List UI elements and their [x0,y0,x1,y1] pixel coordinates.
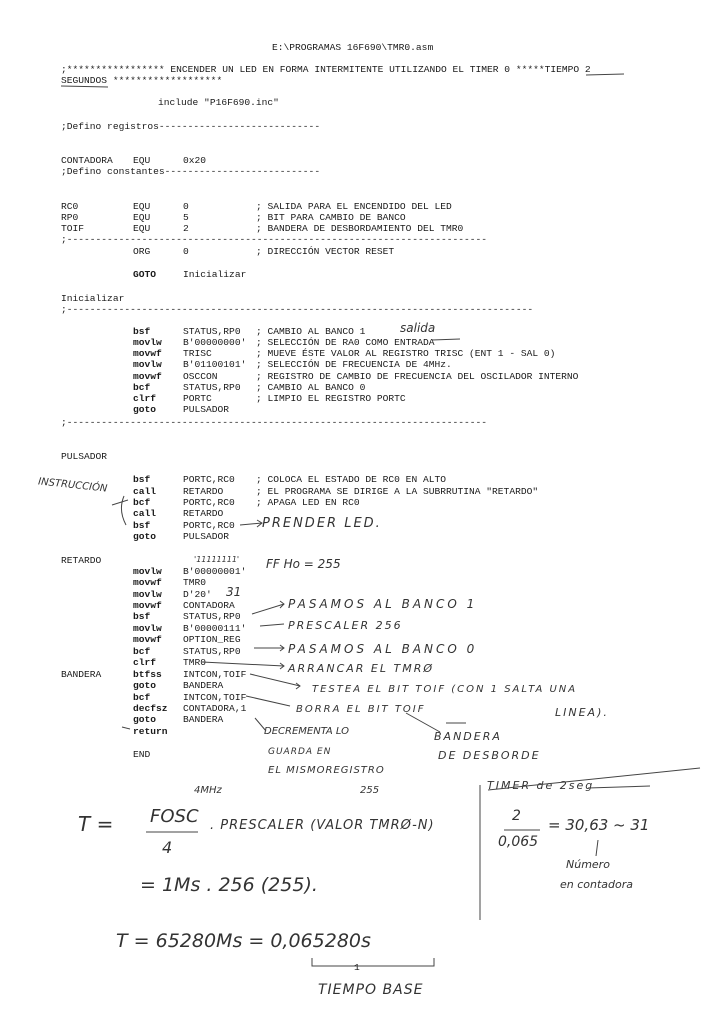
equ-label: RC0 [61,201,79,212]
hand-arrancar-tmr0: ARRANCAR EL TMRØ [288,662,434,675]
instr-arg: CONTADORA [183,600,235,611]
instr-op: decfsz [133,703,168,714]
instr-op: goto [133,714,157,725]
instr-arg: RETARDO [183,508,224,519]
org-arg: 0 [183,246,189,257]
hand-bandera: BANDERA [434,730,502,743]
instr-comment: ; REGISTRO DE CAMBIO DE FRECUENCIA DEL OSCILADOR INTERNO [256,371,579,382]
instr-op: bcf [133,382,151,393]
instr-arg: B'00000111' [183,623,247,634]
instr-comment: ; LIMPIO EL REGISTRO PORTC [256,393,406,404]
instr-op: return [133,726,168,737]
hand-de-desborde: DE DESBORDE [438,749,541,762]
instr-arg: TMR0 [183,657,207,668]
hand-tiempo-base: TIEMPO BASE [318,982,424,998]
instr-arg: D'20' [183,589,212,600]
hand-prescaler-256: PRESCALER 256 [288,619,403,632]
separator-line: ;------------------------------------------------------------------------- [61,234,488,245]
instr-arg: BANDERA [183,680,224,691]
equ-label: RP0 [61,212,79,223]
equ-arg: 5 [183,212,189,223]
instr-op: clrf [133,393,157,404]
instr-arg: OSCCON [183,371,218,382]
hand-instruccion: INSTRUCCIÓN [37,476,108,495]
banner-line-2: SEGUNDOS ******************* [61,75,223,86]
hand-4mhz: 4MHz [194,785,222,796]
instr-op: bsf [133,611,151,622]
instr-comment: ; EL PROGRAMA SE DIRIGE A LA SUBRRUTINA "RETARDO" [256,486,539,497]
equ-arg: 0x20 [183,155,207,166]
equ-arg: 2 [183,223,189,234]
equ-arg: 0 [183,201,189,212]
label-retardo: RETARDO [61,555,102,566]
instr-op: movlw [133,623,162,634]
equ-comment: ; BANDERA DE DESBORDAMIENTO DEL TMR0 [256,223,464,234]
comment-defino-registros: ;Defino registros---------------------------- [61,121,321,132]
equ-op: EQU [133,201,151,212]
hand-eq2: = 1Ms . 256 (255). [140,874,318,896]
instr-arg: PORTC [183,393,212,404]
instr-op: movwf [133,600,162,611]
equ-comment: ; SALIDA PARA EL ENCENDIDO DEL LED [256,201,452,212]
instr-comment: ; SELECCIÓN DE FRECUENCIA DE 4MHz. [256,359,452,370]
hand-eq3: T = 65280Ms = 0,065280s [116,930,371,952]
instr-op: clrf [133,657,157,668]
instr-arg: PORTC,RC0 [183,497,235,508]
hand-31: 31 [226,585,242,599]
hand-two: 2 [512,808,521,824]
instr-arg: PORTC,RC0 [183,474,235,485]
equ-comment: ; BIT PARA CAMBIO DE BANCO [256,212,406,223]
instr-comment: ; APAGA LED EN RC0 [256,497,360,508]
hand-pasamos-banco-1: PASAMOS AL BANCO 1 [288,597,478,611]
instr-arg: STATUS,RP0 [183,382,241,393]
instr-arg: B'00000000' [183,337,247,348]
goto-arg: Inicializar [183,269,247,280]
instr-arg: INTCON,TOIF [183,692,247,703]
instr-op: movwf [133,371,162,382]
instr-arg: BANDERA [183,714,224,725]
instr-op: btfss [133,669,162,680]
instr-arg: STATUS,RP0 [183,611,241,622]
label-bandera: BANDERA [61,669,102,680]
hand-salida: salida [400,321,436,335]
instr-op: call [133,508,157,519]
instr-op: goto [133,404,157,415]
hand-pasamos-banco-0: PASAMOS AL BANCO 0 [288,642,478,656]
hand-en-contadora: en contadora [560,878,634,891]
equ-op: EQU [133,155,151,166]
instr-op: goto [133,531,157,542]
hand-ones: '11111111' [194,555,240,564]
instr-comment: ; SELECCIÓN DE RA0 COMO ENTRADA [256,337,435,348]
instr-op: bsf [133,474,151,485]
instr-op: bsf [133,520,151,531]
hand-borra-bit: BORRA EL BIT TOIF [296,704,426,715]
instr-arg: PULSADOR [183,531,230,542]
equ-label: TOIF [61,223,85,234]
instr-arg: PULSADOR [183,404,230,415]
instr-arg: RETARDO [183,486,224,497]
hand-timer-title: TIMER de 2seg [487,779,595,792]
instr-op: movwf [133,348,162,359]
instr-arg: TRISC [183,348,212,359]
instr-op: movlw [133,337,162,348]
instr-arg: TMR0 [183,577,207,588]
label-pulsador: PULSADOR [61,451,108,462]
goto-op: GOTO [133,269,157,280]
equ-op: EQU [133,223,151,234]
instr-arg: CONTADORA,1 [183,703,247,714]
instr-op: bcf [133,497,151,508]
file-title: E:\PROGRAMAS 16F690\TMR0.asm [272,42,434,53]
hand-numero: Número [566,858,610,871]
hand-mismo-registro: EL MISMOREGISTRO [268,765,385,776]
hand-testea-bit: TESTEA EL BIT TOIF (CON 1 SALTA UNA [312,684,578,695]
hand-fosc: FOSC [150,806,199,827]
instr-op: movlw [133,359,162,370]
include-directive: include "P16F690.inc" [158,97,279,108]
instr-arg: B'00000001' [183,566,247,577]
separator-line: ;------------------------------------------------------------------------- [61,417,488,428]
hand-255-top: 255 [360,785,380,796]
instr-comment: ; COLOCA EL ESTADO DE RC0 EN ALTO [256,474,446,485]
instr-arg: STATUS,RP0 [183,326,241,337]
instr-op: bcf [133,692,151,703]
equ-label: CONTADORA [61,155,113,166]
hand-ff-255: FF Ho = 255 [266,557,341,571]
instr-op: bcf [133,646,151,657]
instr-arg: INTCON,TOIF [183,669,247,680]
end-directive: END [133,749,151,760]
instr-op: goto [133,680,157,691]
instr-arg: STATUS,RP0 [183,646,241,657]
hand-0065: 0,065 [498,834,539,850]
separator-line: ;--------------------------------------------------------------------------------- [61,304,534,315]
instr-op: movwf [133,634,162,645]
org-op: ORG [133,246,151,257]
instr-op: movwf [133,577,162,588]
hand-four: 4 [162,838,173,857]
instr-op: movlw [133,566,162,577]
instr-arg: B'01100101' [183,359,247,370]
hand-t-equals: T = [78,812,114,836]
hand-ratio: = 30,63 ~ 31 [548,816,650,834]
org-comment: ; DIRECCIÓN VECTOR RESET [256,246,395,257]
instr-comment: ; CAMBIO AL BANCO 0 [256,382,366,393]
instr-op: call [133,486,157,497]
hand-one: 1 [354,962,360,973]
label-inicializar: Inicializar [61,293,125,304]
hand-decrementa: DECREMENTA LO [264,726,350,737]
equ-op: EQU [133,212,151,223]
comment-defino-constantes: ;Defino constantes--------------------------- [61,166,321,177]
instr-op: movlw [133,589,162,600]
banner-line-1: ;***************** ENCENDER UN LED EN FORMA INTERMITENTE UTILIZANDO EL TIMER 0 *****TIEMPO 2 [61,64,591,75]
instr-arg: OPTION_REG [183,634,241,645]
instr-arg: PORTC,RC0 [183,520,235,531]
hand-prender-led: PRENDER LED. [262,516,382,531]
hand-linea: LINEA). [555,706,609,719]
instr-op: bsf [133,326,151,337]
instr-comment: ; CAMBIO AL BANCO 1 [256,326,366,337]
hand-prescaler-formula: . PRESCALER (VALOR TMRØ-N) [210,818,435,833]
instr-comment: ; MUEVE ÉSTE VALOR AL REGISTRO TRISC (ENT 1 - SAL 0) [256,348,556,359]
hand-guarda-en: GUARDA EN [268,747,332,757]
